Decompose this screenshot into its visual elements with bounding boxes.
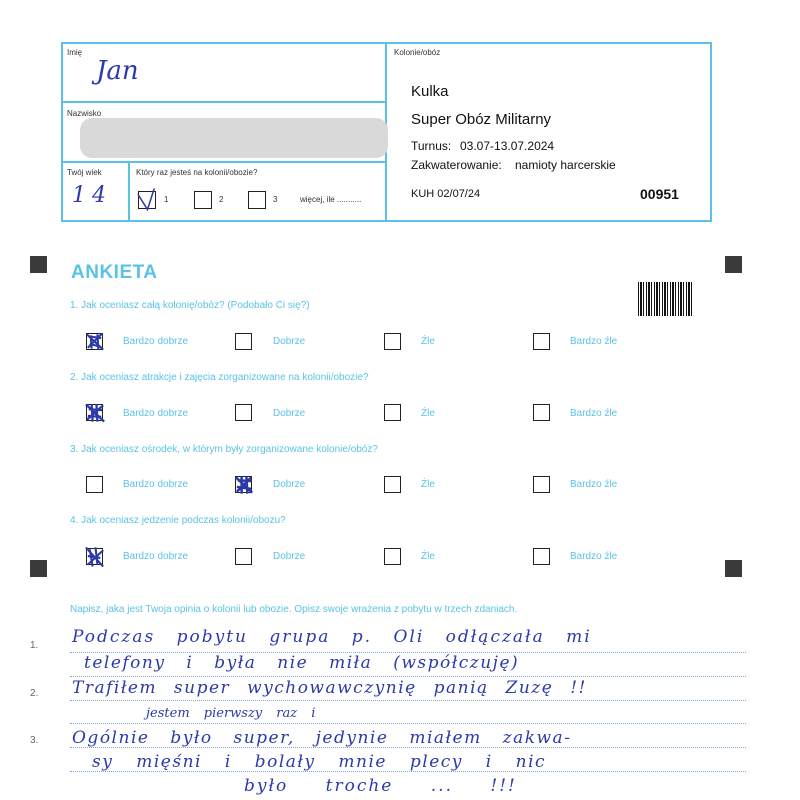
question-1: 1. Jak oceniasz całą kolonię/obóz? (Podobało Ci się?) [70,300,310,311]
nazwisko-label: Nazwisko [67,109,102,118]
q2-checkbox-bardzo-zle[interactable] [533,404,550,421]
form-divider-row1 [61,101,386,103]
q3-checkbox-bardzo-zle[interactable] [533,476,550,493]
q1-checkbox-zle[interactable] [384,333,401,350]
form-border-right [710,42,712,222]
opinion-prompt: Napisz, jaka jest Twoja opinia o kolonii lub obozie. Opisz swoje wrażenia z pobytu w trzech zdaniach. [70,604,518,615]
opinion-line-6: sy mięśni i bolały mnie plecy i nic [92,752,547,772]
ktory-raz-option-3: 3 [273,195,278,204]
q4-checkbox-dobrze[interactable] [235,548,252,565]
writing-line-2 [70,676,746,677]
wiek-label: Twój wiek [67,168,102,177]
q2-option-bardzo-dobrze: Bardzo dobrze [123,408,189,419]
form-border-left [61,42,63,222]
q4-option-bardzo-dobrze: Bardzo dobrze [123,551,189,562]
question-4: 4. Jak oceniasz jedzenie podczas kolonii/obozu? [70,515,286,526]
ktory-raz-checkbox-2[interactable] [194,191,212,209]
scribble-mark-icon [84,401,107,425]
form-number: 00951 [640,186,679,202]
form-border-bottom [61,220,712,222]
question-3: 3. Jak oceniasz ośrodek, w którym były zorganizowane kolonie/obóz? [70,444,378,455]
q4-checkbox-bardzo-zle[interactable] [533,548,550,565]
q2-checkbox-bardzo-dobrze[interactable] [86,404,103,421]
opinion-line-3: Trafiłem super wychowawczynię panią Zuzę !! [72,678,587,698]
opinion-line-5: Ogólnie było super, jedynie miałem zakwa- [72,728,572,748]
q3-option-bardzo-zle: Bardzo źle [570,479,618,490]
q2-option-zle: Źle [421,408,435,419]
q2-option-dobrze: Dobrze [273,408,306,419]
q1-checkbox-bardzo-dobrze[interactable] [86,333,103,350]
q3-option-bardzo-dobrze: Bardzo dobrze [123,479,189,490]
kolonia-name: Kulka [411,83,449,100]
ktory-raz-option-more: więcej, ile ........... [300,195,362,204]
barcode-icon [638,282,693,316]
q2-checkbox-dobrze[interactable] [235,404,252,421]
q3-checkbox-dobrze[interactable] [235,476,252,493]
scribble-mark-icon [233,473,256,497]
writing-line-4 [70,723,746,724]
ktory-raz-option-1: 1 [164,195,169,204]
wiek-value: 14 [72,183,112,208]
q4-option-dobrze: Dobrze [273,551,306,562]
kolonia-label: Kolonie/obóz [394,48,441,57]
ktory-raz-checkbox-1[interactable] [138,191,156,209]
form-divider-age [128,161,130,222]
imie-value: Jan [96,56,139,86]
q2-option-bardzo-zle: Bardzo źle [570,408,618,419]
registration-mark-top-left [30,256,47,273]
q3-checkbox-bardzo-dobrze[interactable] [86,476,103,493]
writing-line-3 [70,700,746,701]
registration-mark-bottom-left [30,560,47,577]
q1-option-zle: Źle [421,336,435,347]
form-code: KUH 02/07/24 [411,188,481,200]
registration-mark-top-right [725,256,742,273]
form-border-top [61,42,712,44]
nazwisko-redacted [80,118,388,158]
zakwaterowanie-value: namioty harcerskie [515,158,616,172]
q1-checkbox-dobrze[interactable] [235,333,252,350]
q2-checkbox-zle[interactable] [384,404,401,421]
q1-option-bardzo-zle: Bardzo źle [570,336,618,347]
turnus-value: 03.07-13.07.2024 [460,139,555,153]
check-mark-icon [136,188,159,212]
turnus-label: Turnus: [411,139,452,153]
q4-option-bardzo-zle: Bardzo źle [570,551,618,562]
registration-mark-bottom-right [725,560,742,577]
q4-checkbox-zle[interactable] [384,548,401,565]
ktory-raz-option-2: 2 [219,195,224,204]
kolonia-title: Super Obóz Militarny [411,111,552,128]
opinion-number-2: 2. [30,688,39,699]
scribble-mark-icon [84,330,107,354]
q3-option-zle: Źle [421,479,435,490]
opinion-number-1: 1. [30,640,39,651]
ktory-raz-label: Który raz jesteś na kolonii/obozie? [136,168,258,177]
zakwaterowanie-label: Zakwaterowanie: [411,158,502,172]
opinion-line-1: Podczas pobytu grupa p. Oli odłączała mi [72,627,592,647]
q1-option-bardzo-dobrze: Bardzo dobrze [123,336,189,347]
survey-title: ANKIETA [71,262,158,283]
q1-option-dobrze: Dobrze [273,336,306,347]
q4-checkbox-bardzo-dobrze[interactable] [86,548,103,565]
scribble-mark-icon [84,545,107,569]
q3-option-dobrze: Dobrze [273,479,306,490]
opinion-line-7: było troche ... !!! [244,776,517,796]
ktory-raz-checkbox-3[interactable] [248,191,266,209]
question-2: 2. Jak oceniasz atrakcje i zajęcia zorganizowane na kolonii/obozie? [70,372,369,383]
form-divider-row2 [61,161,386,163]
imie-label: Imię [67,48,83,57]
opinion-number-3: 3. [30,735,39,746]
opinion-line-2: telefony i była nie miła (współczuję) [84,653,520,673]
q3-checkbox-zle[interactable] [384,476,401,493]
q1-checkbox-bardzo-zle[interactable] [533,333,550,350]
q4-option-zle: Źle [421,551,435,562]
opinion-line-4: jestem pierwszy raz i [146,706,316,721]
